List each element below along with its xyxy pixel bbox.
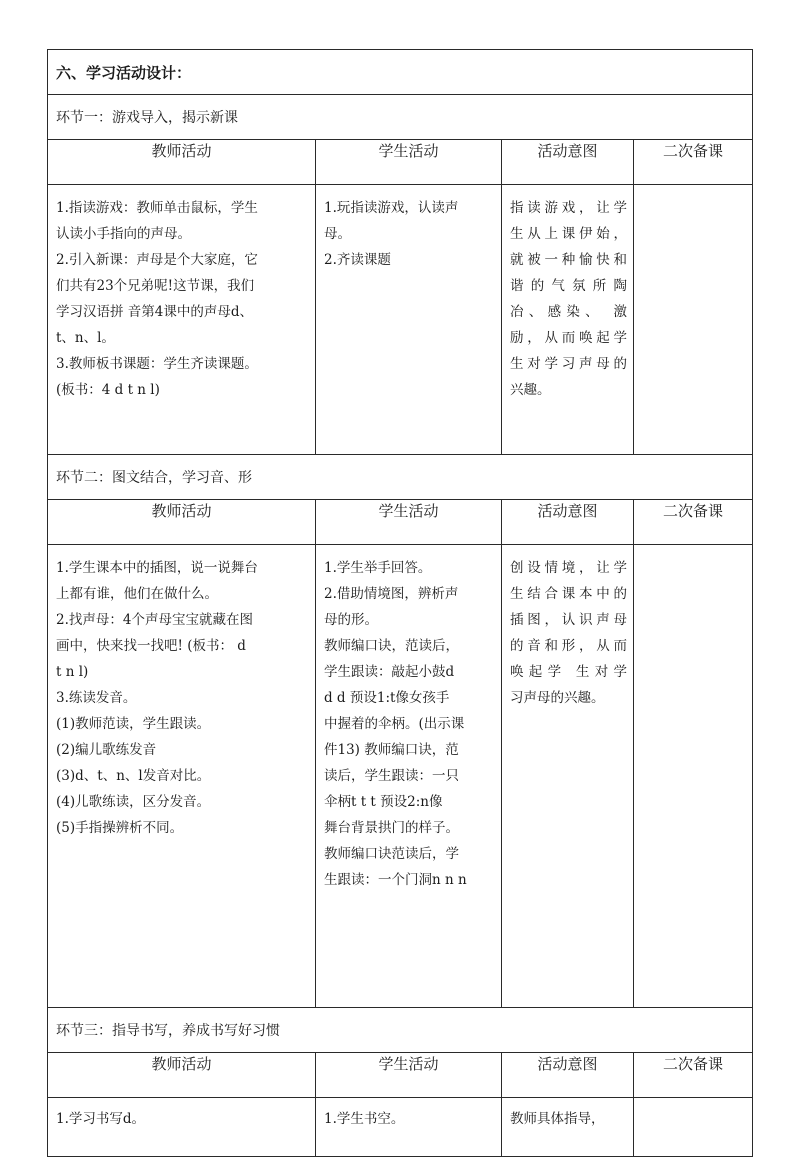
text-line: 1.玩指读游戏，认读声 — [324, 200, 459, 216]
text-line: 1.学生举手回答。 — [324, 560, 432, 576]
text-line: 生从上课伊始， — [510, 226, 627, 242]
text-line: 的音和形，从而 — [510, 638, 627, 654]
column-header: 二次备课 — [634, 1053, 753, 1098]
text-line: 2.找声母：4个声母宝宝就藏在图 — [56, 612, 253, 628]
text-line: 件13) 教师编口诀，范 — [324, 742, 459, 758]
column-header: 二次备课 — [634, 500, 753, 545]
text-line: 谐的气氛所陶 — [510, 278, 627, 294]
second-prep-cell — [634, 1098, 753, 1157]
teacher-activity-cell — [48, 1098, 316, 1157]
text-line: 创设情境，让学 — [510, 560, 627, 576]
text-line: 插图，认识声母 — [510, 612, 627, 628]
text-line: 生跟读：一个门洞n n n — [324, 872, 467, 888]
text-line: t、n、l。 — [56, 330, 115, 346]
text-line: 认读小手指向的声母。 — [56, 226, 191, 242]
text-line: (2)编儿歌练发音 — [56, 742, 157, 758]
text-line: 舞台背景拱门的样子。 — [324, 820, 459, 836]
column-header: 教师活动 — [48, 1053, 316, 1098]
text-line: 生结合课本中的 — [510, 586, 627, 602]
text-line: 1.学习书写d。 — [56, 1111, 146, 1127]
column-header: 活动意图 — [502, 1053, 634, 1098]
text-line: t n l) — [56, 664, 89, 680]
column-header: 教师活动 — [48, 500, 316, 545]
text-line: 3.教师板书课题：学生齐读课题。 — [56, 356, 258, 372]
text-line: (板书：4 d t n l) — [56, 382, 160, 398]
text-line: d d 预设1:t像女孩手 — [324, 690, 450, 706]
student-activity-cell — [316, 545, 502, 1008]
activity-intent-cell — [502, 185, 634, 455]
column-header: 二次备课 — [634, 140, 753, 185]
text-line: 读后，学生跟读：一只 — [324, 768, 459, 784]
text-line: 1.学生书空。 — [324, 1111, 405, 1127]
teacher-activity-cell — [48, 545, 316, 1008]
text-line: 冶、感染、 激 — [510, 304, 627, 320]
text-line: 2.齐读课题 — [324, 252, 391, 268]
text-line: 画中，快来找一找吧! (板书： d — [56, 638, 246, 654]
text-line: 教师编口诀范读后，学 — [324, 846, 459, 862]
text-line: 母的形。 — [324, 612, 378, 628]
student-activity-cell — [316, 185, 502, 455]
activity-row — [48, 545, 753, 1008]
lesson-design-table — [47, 49, 753, 1157]
text-line: 习声母的兴趣。 — [510, 690, 605, 706]
text-line: 教师编口诀，范读后， — [324, 638, 459, 654]
text-line: 学生跟读：敲起小鼓d — [324, 664, 455, 680]
text-line: 2.借助情境图，辨析声 — [324, 586, 459, 602]
column-header: 活动意图 — [502, 140, 634, 185]
text-line: 母。 — [324, 226, 351, 242]
column-header: 学生活动 — [316, 500, 502, 545]
text-line: 1.学生课本中的插图，说一说舞台 — [56, 560, 258, 576]
text-line: 学习汉语拼 音第4课中的声母d、 — [56, 304, 254, 320]
text-line: (1)教师范读，学生跟读。 — [56, 716, 211, 732]
column-header: 活动意图 — [502, 500, 634, 545]
column-header-row — [48, 1053, 753, 1098]
text-line: 指读游戏，让学 — [510, 200, 627, 216]
column-header-row — [48, 140, 753, 185]
text-line: (3)d、t、n、l发音对比。 — [56, 768, 211, 784]
text-line: 生对学习声母的 — [510, 356, 627, 372]
text-line: (5)手指操辨析不同。 — [56, 820, 184, 836]
teacher-activity-cell — [48, 185, 316, 455]
text-line: 兴趣。 — [510, 382, 551, 398]
text-line: 3.练读发音。 — [56, 690, 137, 706]
column-header: 教师活动 — [48, 140, 316, 185]
text-line: 2.引入新课：声母是个大家庭，它 — [56, 252, 258, 268]
second-prep-cell — [634, 545, 753, 1008]
text-line: 唤起学 生对学 — [510, 664, 627, 680]
activity-intent-cell — [502, 1098, 634, 1157]
text-line: 上都有谁，他们在做什么。 — [56, 586, 218, 602]
text-line: (4)儿歌练读，区分发音。 — [56, 794, 211, 810]
activity-row — [48, 185, 753, 455]
text-line: 们共有23个兄弟呢!这节课，我们 — [56, 278, 255, 294]
text-line: 就被一种愉快和 — [510, 252, 627, 268]
text-line: 1.指读游戏：教师单击鼠标，学生 — [56, 200, 258, 216]
student-activity-cell — [316, 1098, 502, 1157]
stage-title: 环节二：图文结合，学习音、形 — [48, 455, 753, 500]
second-prep-cell — [634, 185, 753, 455]
text-line: 励，从而唤起学 — [510, 330, 627, 346]
text-line: 中握着的伞柄。(出示课 — [324, 716, 465, 732]
stage-title: 环节三：指导书写，养成书写好习惯 — [48, 1008, 753, 1053]
column-header: 学生活动 — [316, 1053, 502, 1098]
text-line: 教师具体指导， — [510, 1111, 605, 1127]
column-header-row — [48, 500, 753, 545]
column-header: 学生活动 — [316, 140, 502, 185]
activity-row — [48, 1098, 753, 1157]
stage-title: 环节一：游戏导入，揭示新课 — [48, 95, 753, 140]
text-line: 伞柄t t t 预设2:n像 — [324, 794, 443, 810]
section-title: 六、学习活动设计： — [48, 50, 753, 95]
activity-intent-cell — [502, 545, 634, 1008]
